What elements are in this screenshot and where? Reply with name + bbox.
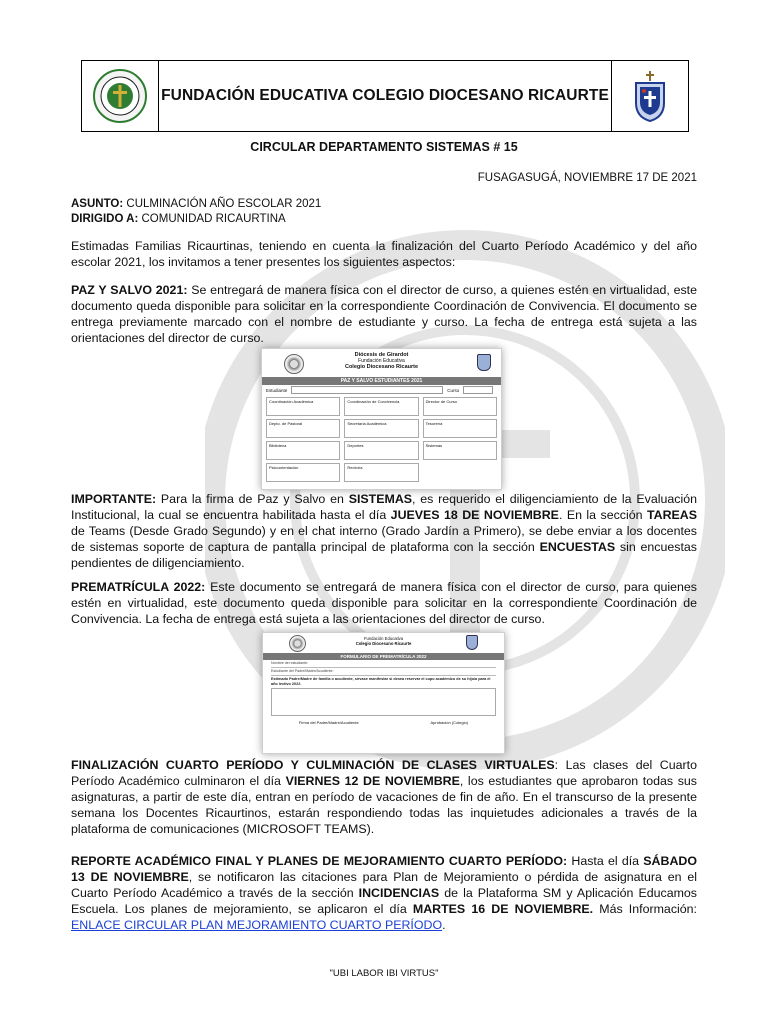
paz-y-salvo-form-image — [261, 348, 502, 490]
footer-motto: "UBI LABOR IBI VIRTUS" — [329, 968, 439, 979]
institution-title: FUNDACIÓN EDUCATIVA COLEGIO DIOCESANO RICAURTE — [161, 87, 609, 104]
circular-title: CIRCULAR DEPARTAMENTO SISTEMAS # 15 — [250, 140, 518, 154]
reporte-text: Hasta el día — [567, 854, 644, 868]
form2-line2: Colegio Diocesano Ricaurte — [355, 641, 412, 646]
form2-row: Estudiante del Padre/Madre/Acudiente: — [271, 668, 496, 676]
importante-text: Para la firma de Paz y Salvo en — [156, 492, 349, 506]
form1-cell: Deportes — [344, 441, 418, 460]
form-shield-icon — [477, 354, 491, 371]
form-shield-icon — [466, 635, 478, 650]
form1-bar: PAZ Y SALVO ESTUDIANTES 2021 — [262, 377, 501, 385]
finalizacion-label: FINALIZACIÓN CUARTO PERÍODO Y CULMINACIÓN DE CLASES VIRTUALES — [71, 758, 555, 772]
prematricula-form-image — [262, 632, 505, 754]
form1-line3: Colegio Diocesano Ricaurte — [344, 364, 419, 370]
form2-line1: Fundación Educativa — [363, 636, 404, 641]
meta-block — [71, 197, 321, 227]
form2-comment-box — [271, 688, 496, 716]
reporte-text: . — [442, 918, 446, 932]
form1-cell: Secretaría Académica — [344, 419, 418, 438]
form1-line1: Diócesis de Girardot — [354, 352, 409, 358]
form1-line2: Fundación Educativa — [358, 358, 405, 364]
form1-cell: Sistemas — [423, 441, 497, 460]
date-line: FUSAGASUGÁ, NOVIEMBRE 17 DE 2021 — [477, 172, 697, 184]
diocese-shield-cell — [611, 61, 688, 131]
importante-text: . En la sección — [558, 508, 647, 522]
reporte-bold: INCIDENCIAS — [358, 886, 440, 900]
reporte-text: de la Plataforma SM y Aplicación Educamos Escuela. Los planes de mejoramiento, se aplicaron el día — [71, 886, 697, 916]
form1-cell-empty — [423, 463, 497, 482]
reporte-bold: MARTES 16 DE NOVIEMBRE. — [412, 902, 594, 916]
reporte-paragraph — [71, 853, 697, 933]
form1-cell: Psicoorientación — [266, 463, 340, 482]
prematricula-paragraph — [71, 579, 697, 627]
form2-instructions: Estimado Padre/Madre de familia o acudiente, sírvase manifestar si desea reservar el cupo académico de su hijo/a para el año lectivo 2022. — [271, 677, 491, 686]
reporte-text: , se notificaron las citaciones para Plan de Mejoramiento o pérdida de asignatura en el Cuarto Período Académico a través de la sección — [71, 870, 697, 900]
form2-row: Nombre del estudiante: — [271, 660, 496, 668]
form1-course-label: Curso — [447, 387, 460, 393]
importante-paragraph — [71, 491, 697, 571]
importante-label: IMPORTANTE: — [71, 492, 157, 506]
importante-text: sin encuestas pendientes de diligenciamiento. — [71, 540, 697, 570]
form1-cell: Coordinación de Convivencia — [344, 397, 418, 416]
finalizacion-text: : Las clases del Cuarto Período Académico culminaron el día — [71, 758, 697, 788]
form2-sig1: Firma del Padre/Madre/Acudiente — [298, 720, 359, 725]
paz-label: PAZ Y SALVO 2021: — [71, 283, 188, 297]
reporte-text: Más Información: — [593, 902, 697, 916]
paz-y-salvo-paragraph — [71, 282, 697, 346]
finalizacion-paragraph — [71, 757, 697, 837]
importante-bold: TAREAS — [646, 508, 697, 522]
form1-cell: Tesorería — [423, 419, 497, 438]
school-seal-icon — [92, 68, 148, 124]
finalizacion-text: , los estudiantes que aprobaron todas sus asignaturas, a partir de este día, entran en período de vacaciones de fin de año. En el transcurso de la presente semana los Docentes Ricaurtinos, estarán respondiendo todas las inquietudes adicionales a través de la plataforma de comunicaciones (MICROSOFT TEAMS). — [71, 774, 697, 836]
form1-cell: Coordinación Académica — [266, 397, 340, 416]
plan-mejoramiento-link[interactable]: ENLACE CIRCULAR PLAN MEJORAMIENTO CUARTO PERÍODO — [71, 918, 443, 932]
form1-student-label: Estudiante — [266, 387, 288, 393]
form1-cell: Rectoría — [344, 463, 418, 482]
importante-bold: SISTEMAS — [348, 492, 413, 506]
finalizacion-bold: VIERNES 12 DE NOVIEMBRE — [285, 774, 460, 788]
intro-paragraph: Estimadas Familias Ricaurtinas, teniendo en cuenta la finalización del Cuarto Período Académico y del año escolar 2021, los invitamos a tener presentes los siguientes aspectos: — [71, 239, 697, 269]
importante-text: , es requerido el diligenciamiento de la Evaluación Institucional, la cual se encuentra habilitada hasta el día — [71, 492, 697, 522]
school-seal-cell — [82, 61, 159, 131]
asunto-value: CULMINACIÓN AÑO ESCOLAR 2021 — [123, 198, 322, 210]
prematricula-label: PREMATRÍCULA 2022: — [71, 580, 206, 594]
form1-cell: Biblioteca — [266, 441, 340, 460]
dirigido-value: COMUNIDAD RICAURTINA — [138, 213, 286, 225]
form2-bar: FORMULARIO DE PREMATRÍCULA 2022 — [263, 653, 504, 660]
reporte-bold: SÁBADO 13 DE NOVIEMBRE — [71, 854, 697, 884]
form1-cell: Director de Curso — [423, 397, 497, 416]
importante-text: de Teams (Desde Grado Segundo) y en el chat interno (Grado Jardín a Primero), se debe enviar a los docentes de sistemas soporte de captura de pantalla principal de plataforma con la sección — [71, 524, 697, 554]
diocese-shield-icon — [630, 69, 670, 123]
importante-bold: ENCUESTAS — [539, 540, 616, 554]
form2-sig2: Aprobación (Colegio) — [430, 720, 469, 725]
paz-text: Se entregará de manera física con el director de curso, a quienes estén en virtualidad, este documento queda disponible para solicitar en la correspondiente Coordinación de Convivencia. El documento se entrega previamente marcado con el nombre de estudiante y curso. La fecha de entrega está sujeta a las orientaciones del director de curso. — [71, 283, 697, 345]
importante-bold: JUEVES 18 DE NOVIEMBRE — [390, 508, 559, 522]
letterhead — [81, 60, 689, 132]
form1-cell: Depto. de Pastoral — [266, 419, 340, 438]
asunto-label: ASUNTO: — [71, 198, 124, 210]
dirigido-label: DIRIGIDO A: — [71, 213, 139, 225]
reporte-label: REPORTE ACADÉMICO FINAL Y PLANES DE MEJORAMIENTO CUARTO PERÍODO: — [71, 854, 568, 868]
prematricula-text: Este documento se entregará de manera física con el director de curso, para quienes estén en virtualidad, este documento queda disponible para solicitar en la correspondiente Coordinación de Convivencia. La fecha de entrega está sujeta a las orientaciones del director de curso. — [71, 580, 697, 626]
